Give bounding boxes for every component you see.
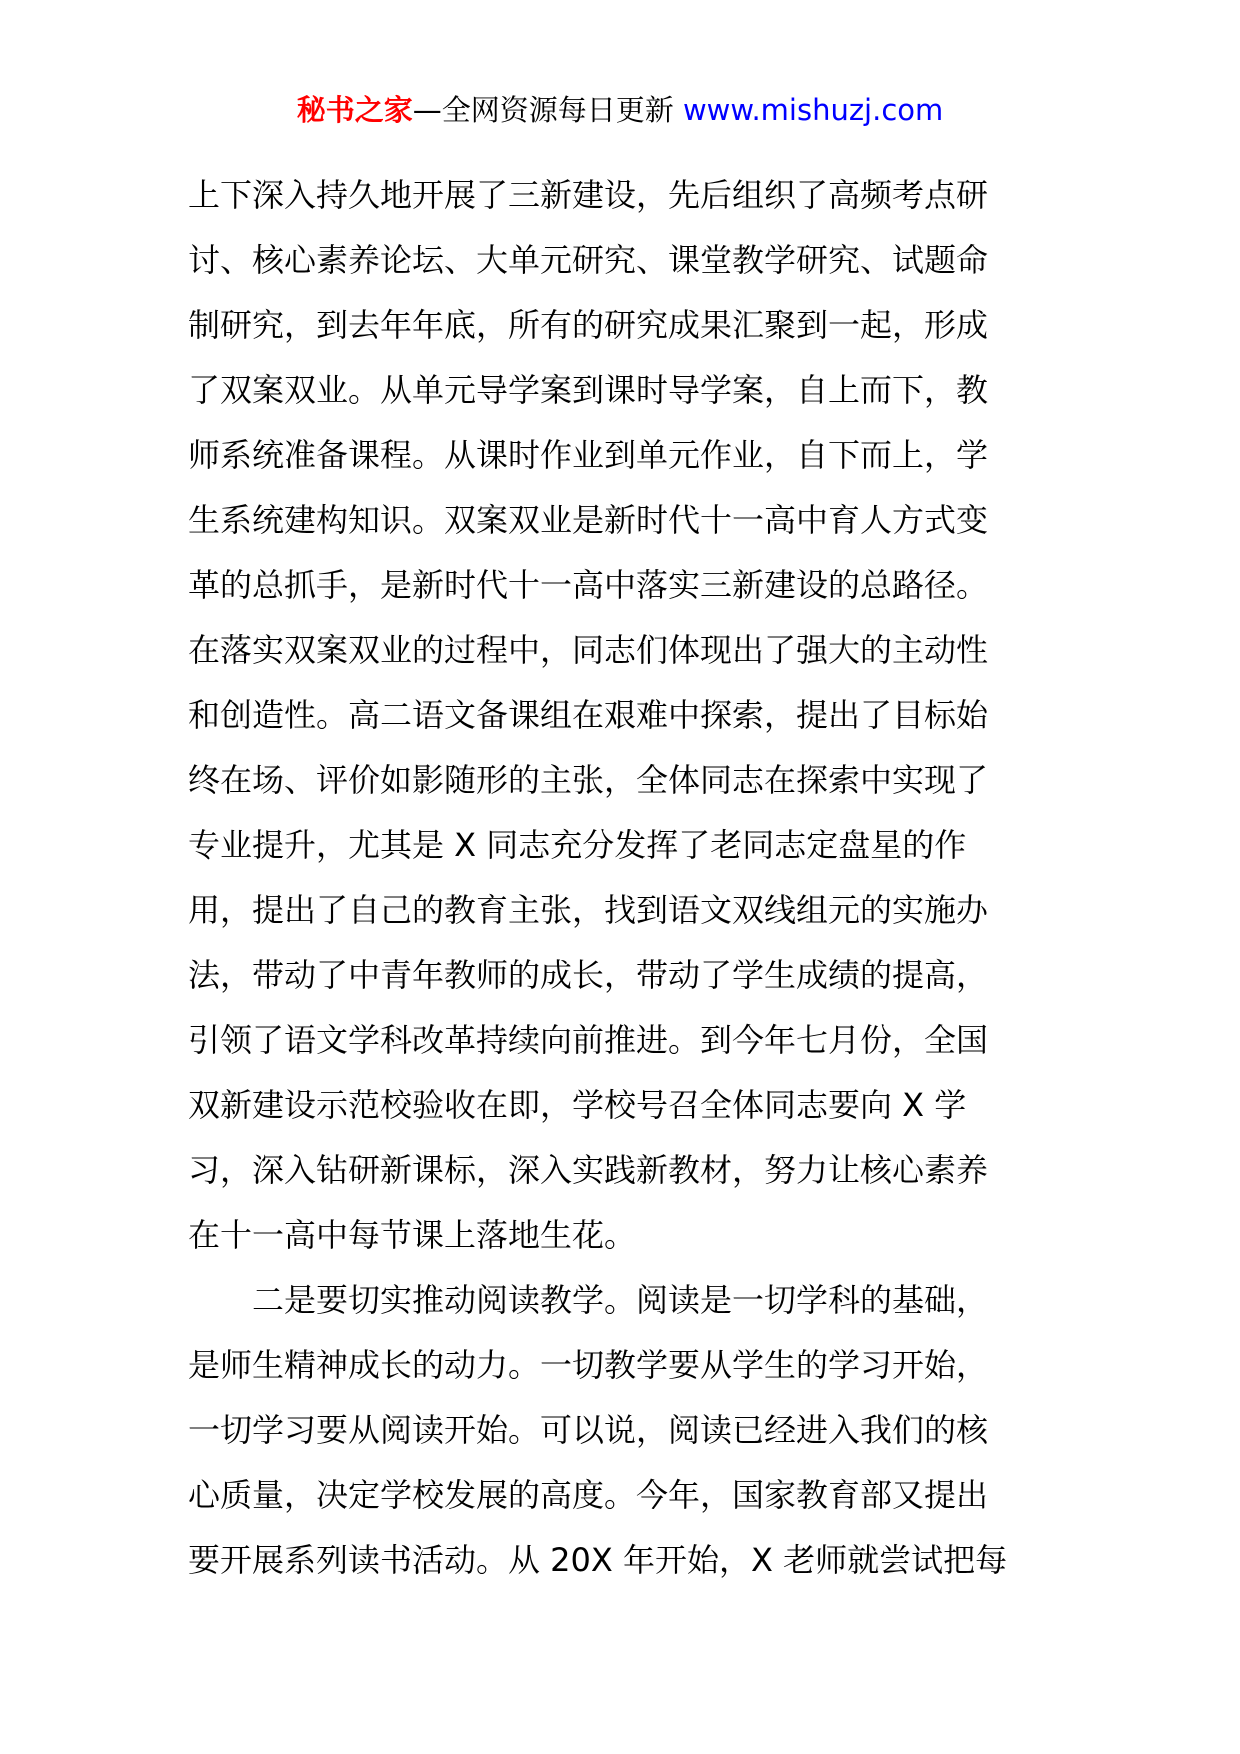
text-line: 和创造性。高二语文备课组在艰难中探索，提出了目标始: [188, 696, 989, 734]
text-line: 是师生精神成长的动力。一切教学要从学生的学习开始，: [188, 1346, 989, 1384]
text-line: 上下深入持久地开展了三新建设，先后组织了高频考点研: [188, 176, 989, 214]
text-line: 法，带动了中青年教师的成长，带动了学生成绩的提高，: [188, 956, 989, 994]
paragraph-first-line: 二是要切实推动阅读教学。阅读是一切学科的基础，: [252, 1281, 989, 1319]
text-line: 在十一高中每节课上落地生花。: [188, 1216, 637, 1254]
text-line: 习，深入钻研新课标，深入实践新教材，努力让核心素养: [188, 1151, 989, 1189]
text-line: 师系统准备课程。从课时作业到单元作业，自下而上，学: [188, 436, 989, 474]
text-line: 生系统建构知识。双案双业是新时代十一高中育人方式变: [188, 501, 989, 539]
text-line: 一切学习要从阅读开始。可以说，阅读已经进入我们的核: [188, 1411, 989, 1449]
text-line: 专业提升，尤其是 X 同志充分发挥了老同志定盘星的作: [188, 826, 967, 864]
text-line: 双新建设示范校验收在即，学校号召全体同志要向 X 学: [188, 1086, 967, 1124]
text-line: 了双案双业。从单元导学案到课时导学案，自上而下，教: [188, 371, 989, 409]
text-line: 终在场、评价如影随形的主张，全体同志在探索中实现了: [188, 761, 989, 799]
text-line: 用，提出了自己的教育主张，找到语文双线组元的实施办: [188, 891, 989, 929]
site-tagline: —全网资源每日更新: [412, 93, 674, 127]
text-line: 引领了语文学科改革持续向前推进。到今年七月份，全国: [188, 1021, 989, 1059]
site-header: [0, 90, 1240, 130]
site-brand: 秘书之家: [296, 93, 413, 127]
text-line: 要开展系列读书活动。从 20X 年开始，X 老师就尝试把每: [188, 1541, 1008, 1579]
text-line: 制研究，到去年年底，所有的研究成果汇聚到一起，形成: [188, 306, 989, 344]
text-line: 心质量，决定学校发展的高度。今年，国家教育部又提出: [188, 1476, 989, 1514]
text-line: 革的总抓手，是新时代十一高中落实三新建设的总路径。: [188, 566, 989, 604]
site-url[interactable]: www.mishuzj.com: [682, 93, 944, 127]
text-line: 在落实双案双业的过程中，同志们体现出了强大的主动性: [188, 631, 989, 669]
document-body: [188, 163, 1068, 1593]
text-line: 讨、核心素养论坛、大单元研究、课堂教学研究、试题命: [188, 241, 989, 279]
